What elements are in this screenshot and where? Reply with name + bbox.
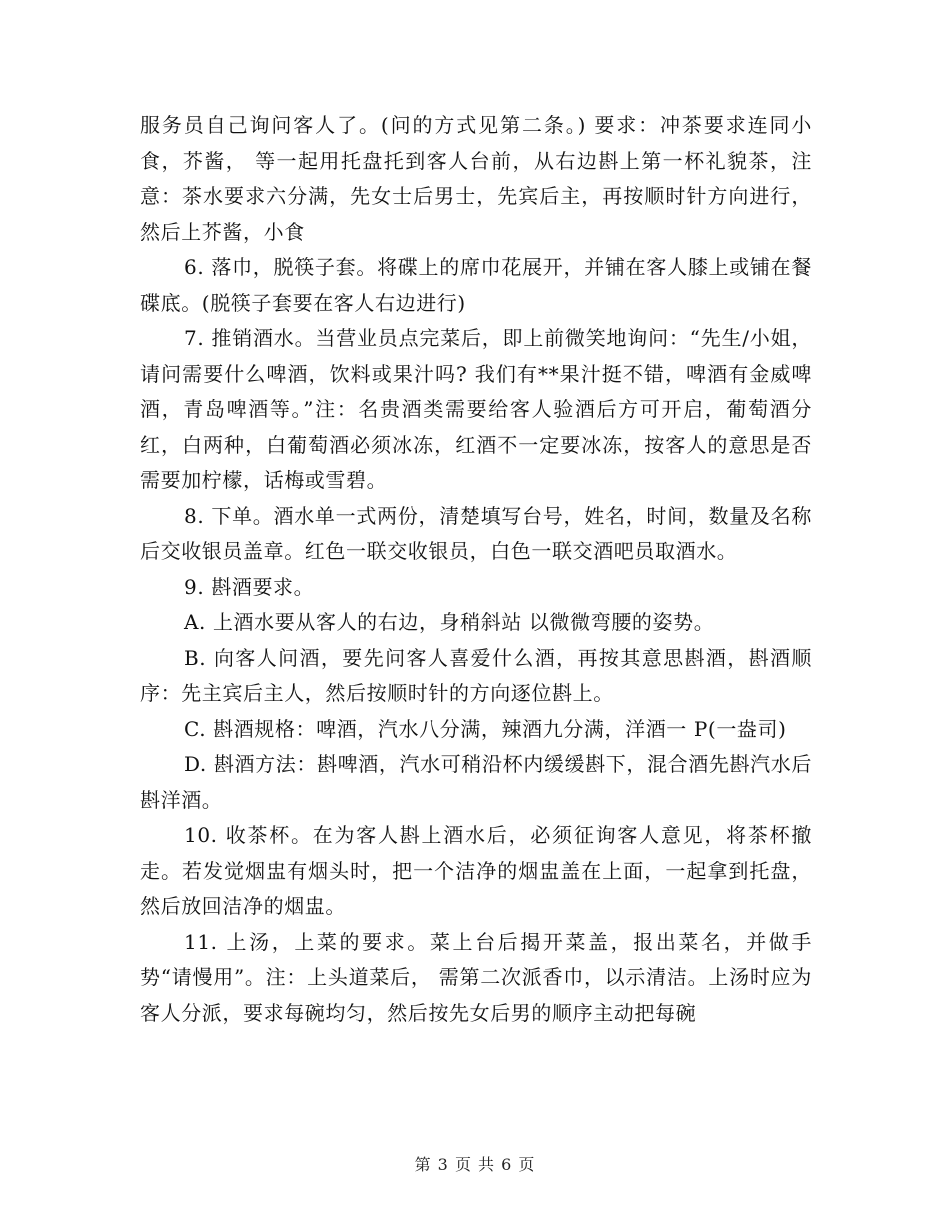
paragraph-item-6: 6. 落巾，脱筷子套。将碟上的席巾花展开，并铺在客人膝上或铺在餐碟底。(脱筷子套要在客人右边进行)	[140, 255, 812, 315]
paragraph-continuation: 服务员自己询问客人了。(问的方式见第二条。) 要求：冲茶要求连同小食，芥酱， 等一起用托盘托到客人台前，从右边斟上第一杯礼貌茶，注意：茶水要求六分满，先女士后男士，先宾后主，再按顺时针方向进行，然后上芥酱，小食	[140, 113, 812, 244]
paragraph-item-9d: D. 斟酒方法：斟啤酒，汽水可稍沿杯内缓缓斟下，混合酒先斟汽水后斟洋酒。	[140, 752, 812, 812]
document-body	[140, 108, 812, 1031]
paragraph-item-9b: B. 向客人问酒，要先问客人喜爱什么酒，再按其意思斟酒，斟酒顺序：先主宾后主人，然后按顺时针的方向逐位斟上。	[140, 645, 812, 705]
page-number-footer: 第 3 页 共 6 页	[414, 1155, 536, 1174]
paragraph-item-11: 11. 上汤，上菜的要求。菜上台后揭开菜盖，报出菜名，并做手势“请慢用”。注：上头道菜后， 需第二次派香巾，以示清洁。上汤时应为客人分派，要求每碗均匀，然后按先女后男的顺序主动把每碗	[140, 929, 812, 1025]
paragraph-item-9: 9. 斟酒要求。	[184, 574, 315, 599]
paragraph-item-10: 10. 收茶杯。在为客人斟上酒水后，必须征询客人意见，将茶杯撤走。若发觉烟盅有烟头时，把一个洁净的烟盅盖在上面，一起拿到托盘，然后放回洁净的烟盅。	[140, 823, 812, 918]
paragraph-item-9a: A. 上酒水要从客人的右边，身稍斜站 以微微弯腰的姿势。	[184, 610, 715, 634]
paragraph-item-7: 7. 推销酒水。当营业员点完菜后，即上前微笑地询问：“先生/小姐，请问需要什么啤酒，饮料或果汁吗? 我们有**果汁挺不错，啤酒有金威啤酒，青岛啤酒等。”注：名贵酒类需要给客人验酒后方可开启，葡萄酒分红，白两种，白葡萄酒必须冰冻，红酒不一定要冰冻，按客人的意思是否需要加柠檬，话梅或雪碧。	[140, 326, 812, 492]
paragraph-item-8: 8. 下单。酒水单一式两份，清楚填写台号，姓名，时间，数量及名称后交收银员盖章。红色一联交收银员，白色一联交酒吧员取酒水。	[140, 503, 812, 563]
paragraph-item-9c: C. 斟酒规格：啤酒，汽水八分满，辣酒九分满，洋酒一 P(一盎司)	[184, 716, 787, 741]
